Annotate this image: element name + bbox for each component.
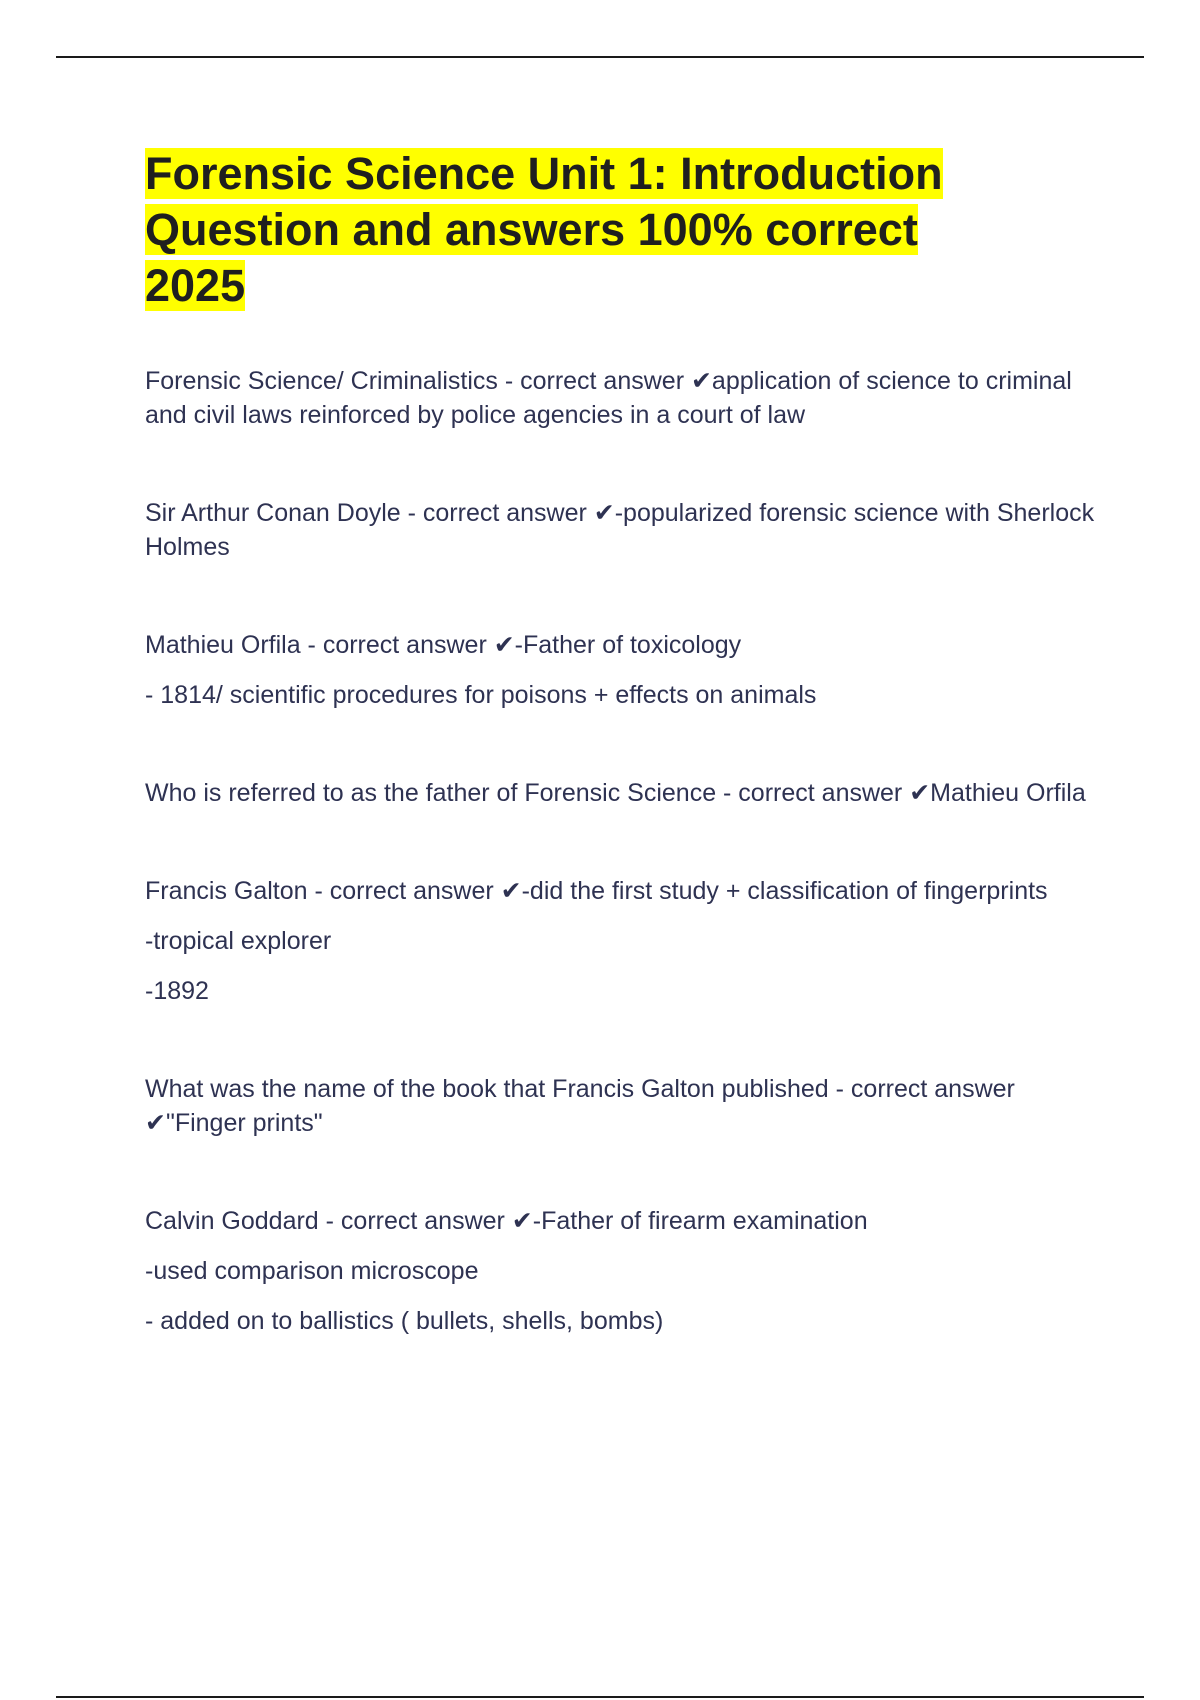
qa-line: Sir Arthur Conan Doyle - correct answer ✔-popularized forensic science with Sherlock Holmes (145, 499, 1095, 561)
qa-line: -tropical explorer (145, 927, 332, 955)
qa-line: Francis Galton - correct answer ✔-did the first study + classification of fingerprints (145, 877, 1048, 905)
qa-entry-galton (145, 874, 1105, 1008)
document-title (145, 146, 1025, 314)
qa-list (145, 364, 1105, 1338)
qa-entry-father-forensic (145, 776, 1105, 810)
qa-entry-conan-doyle (145, 496, 1105, 564)
qa-line: Forensic Science/ Criminalistics - correct answer ✔application of science to criminal and civil laws reinforced by police agencies in a court of law (145, 367, 1072, 429)
qa-line: -used comparison microscope (145, 1257, 479, 1285)
qa-line: Mathieu Orfila - correct answer ✔-Father of toxicology (145, 631, 742, 659)
qa-line: Who is referred to as the father of Forensic Science - correct answer ✔Mathieu Orfila (145, 779, 1086, 807)
qa-line: Calvin Goddard - correct answer ✔-Father of firearm examination (145, 1207, 868, 1235)
qa-entry-orfila (145, 628, 1105, 712)
qa-line: -1892 (145, 977, 209, 1005)
top-rule (56, 56, 1144, 58)
bottom-rule (56, 1696, 1144, 1698)
document-body (145, 146, 1105, 1402)
qa-line: - added on to ballistics ( bullets, shells, bombs) (145, 1307, 664, 1335)
title-highlight: Forensic Science Unit 1: Introduction Question and answers 100% correct 2025 (145, 148, 943, 311)
qa-entry-goddard (145, 1204, 1105, 1338)
qa-entry-forensic-science (145, 364, 1105, 432)
qa-entry-galton-book (145, 1072, 1105, 1140)
qa-line: What was the name of the book that Francis Galton published - correct answer ✔"Finger prints" (145, 1075, 1015, 1137)
qa-line: - 1814/ scientific procedures for poisons + effects on animals (145, 681, 817, 709)
